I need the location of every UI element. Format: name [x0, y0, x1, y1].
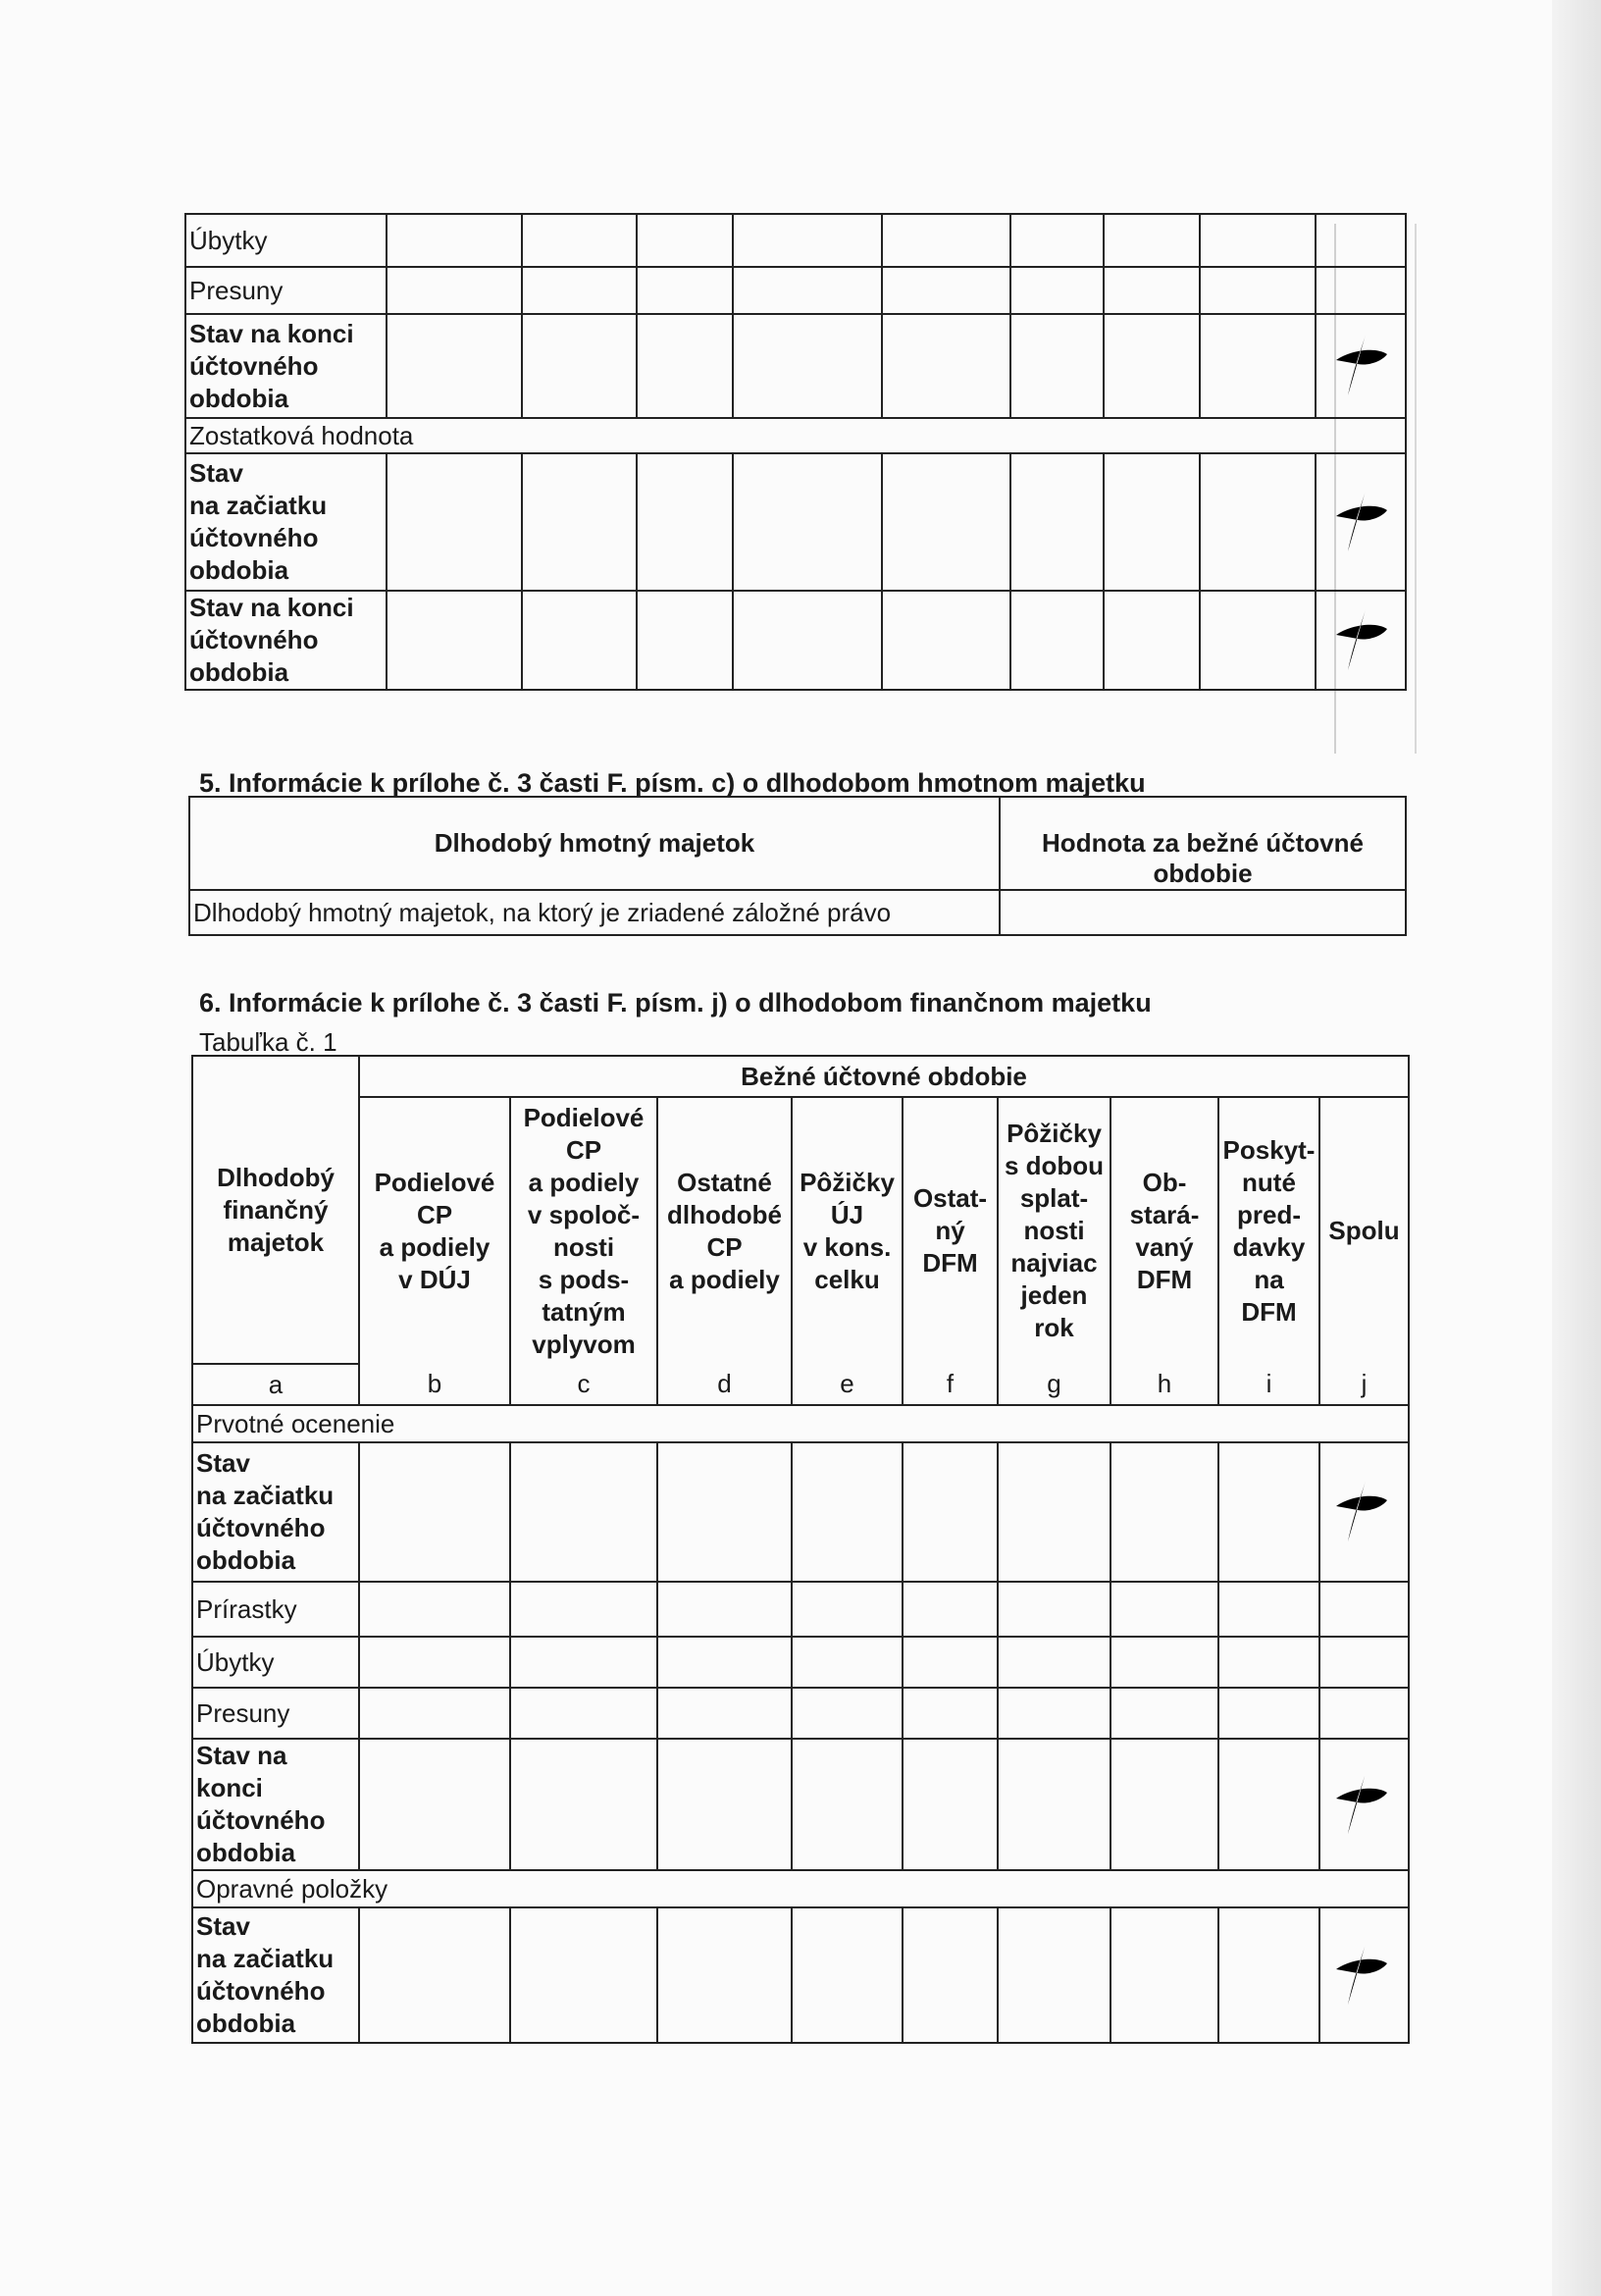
section6-cell [1110, 1688, 1218, 1739]
table-top-cell [637, 267, 733, 314]
section6-cell [998, 1582, 1110, 1637]
table-top-cell [1104, 591, 1200, 690]
section6-heading: 6. Informácie k prílohe č. 3 časti F. písm. j) o dlhodobom finančnom majetku [199, 988, 1152, 1018]
table-top-cell [387, 214, 522, 267]
table-top-cell [387, 267, 522, 314]
section6-period-header: Bežné účtovné obdobie [359, 1056, 1409, 1097]
signature-mark [1332, 1940, 1391, 2010]
table-top-cell [1010, 267, 1104, 314]
section6-cell [1319, 1688, 1409, 1739]
section6-cell [998, 1637, 1110, 1688]
table-top-cell [1200, 591, 1316, 690]
section6-cell [1218, 1688, 1319, 1739]
section6-cell [1110, 1442, 1218, 1582]
table-top-cell [1316, 267, 1406, 314]
table-top-cell [733, 267, 882, 314]
table-top-cell [1200, 267, 1316, 314]
table-top-row-label: Úbytky [185, 214, 387, 267]
section6-col-letter-h: h [1110, 1364, 1218, 1405]
page-edge-shadow [1552, 0, 1601, 2296]
section6-cell [1319, 1442, 1409, 1582]
section6-col-header-j: Spolu [1319, 1097, 1409, 1364]
table-top-cell [1010, 214, 1104, 267]
section6-cell [1319, 1739, 1409, 1870]
table-top-cell [387, 453, 522, 591]
table-top-cell [637, 591, 733, 690]
signature-mark [1332, 487, 1391, 557]
table-top-cell [637, 214, 733, 267]
section6-row-label: Úbytky [192, 1637, 359, 1688]
section6-col-header-f: Ostat- ný DFM [903, 1097, 998, 1364]
section6-cell [510, 1688, 657, 1739]
section6-row-label: Opravné položky [192, 1870, 1409, 1907]
section6-cell [903, 1907, 998, 2043]
section6-cell [359, 1907, 510, 2043]
section6-cell [359, 1442, 510, 1582]
section5-heading: 5. Informácie k prílohe č. 3 časti F. písm. c) o dlhodobom hmotnom majetku [199, 768, 1146, 798]
section6-col-header-e: Pôžičky ÚJ v kons. celku [792, 1097, 903, 1364]
table-top-cell [733, 214, 882, 267]
table-top-cell [882, 214, 1010, 267]
section6-cell [657, 1582, 792, 1637]
section6-cell [903, 1582, 998, 1637]
section6-cell [1218, 1739, 1319, 1870]
section6-cell [1319, 1907, 1409, 2043]
table-top-cell [1200, 453, 1316, 591]
signature-mark [1332, 1477, 1391, 1547]
table-top-row-label: Presuny [185, 267, 387, 314]
section6-col-letter-j: j [1319, 1364, 1409, 1405]
section6-col-letter-e: e [792, 1364, 903, 1405]
table-top-cell [522, 314, 637, 418]
section6-cell [510, 1582, 657, 1637]
section6-cell [359, 1688, 510, 1739]
section6-cell [657, 1442, 792, 1582]
section6-col-header-h: Ob- stará- vaný DFM [1110, 1097, 1218, 1364]
section6-row-label: Stav na konci účtovného obdobia [192, 1739, 359, 1870]
table-top-cell [522, 214, 637, 267]
section6-cell [792, 1442, 903, 1582]
section5-row-label: Dlhodobý hmotný majetok, na ktorý je zriadené záložné právo [189, 890, 1000, 935]
section6-row-label: Presuny [192, 1688, 359, 1739]
section6-cell [998, 1442, 1110, 1582]
section6-cell [657, 1907, 792, 2043]
section6-cell [510, 1637, 657, 1688]
table-top-cell [882, 314, 1010, 418]
section6-cell [1319, 1582, 1409, 1637]
section6-row-label: Stav na začiatku účtovného obdobia [192, 1442, 359, 1582]
table-top-cell [1316, 453, 1406, 591]
section6-row-label: Stav na začiatku účtovného obdobia [192, 1907, 359, 2043]
table-top-cell [882, 267, 1010, 314]
table-top-cell [1200, 214, 1316, 267]
section6-cell [1110, 1582, 1218, 1637]
section6-row-label: Prírastky [192, 1582, 359, 1637]
table-top-cell [637, 314, 733, 418]
section6-cell [903, 1739, 998, 1870]
section6-cell [359, 1582, 510, 1637]
section6-cell [903, 1442, 998, 1582]
section6-col-header-d: Ostatné dlhodobé CP a podiely [657, 1097, 792, 1364]
table-top-cell [733, 314, 882, 418]
section6-cell [1218, 1637, 1319, 1688]
table-top-cell [1010, 314, 1104, 418]
section6-cell [792, 1637, 903, 1688]
table-top-cell [1104, 267, 1200, 314]
table-top-cell [522, 591, 637, 690]
table-section5 [188, 796, 1407, 936]
table-top-cell [522, 267, 637, 314]
section6-cell [1319, 1637, 1409, 1688]
table-top-cell [637, 453, 733, 591]
section5-col1-header: Dlhodobý hmotný majetok [189, 797, 1000, 890]
table-top-row-label: Zostatková hodnota [185, 418, 1406, 453]
section6-col-header-c: Podielové CP a podiely v spoloč- nosti s pods- tatným vplyvom [510, 1097, 657, 1364]
table-top-cell [1316, 591, 1406, 690]
section6-cell [510, 1442, 657, 1582]
section6-cell [792, 1739, 903, 1870]
section6-cell [998, 1688, 1110, 1739]
section6-cell [657, 1688, 792, 1739]
table-label: Tabuľka č. 1 [199, 1027, 337, 1057]
section6-cell [998, 1739, 1110, 1870]
table-top-cell [1104, 314, 1200, 418]
section6-cell [792, 1688, 903, 1739]
section6-cell [359, 1637, 510, 1688]
section6-col-letter-i: i [1218, 1364, 1319, 1405]
signature-mark [1332, 1769, 1391, 1840]
section6-row-label: Prvotné ocenenie [192, 1405, 1409, 1442]
table-top-cell [1104, 214, 1200, 267]
section5-row-value [1000, 890, 1406, 935]
table-top-row-label: Stav na začiatku účtovného obdobia [185, 453, 387, 591]
section5-col2-header: Hodnota za bežné účtovné obdobie [1000, 797, 1406, 890]
table-top-cell [1316, 314, 1406, 418]
signature-mark [1332, 605, 1391, 676]
section6-col-letter-a: a [192, 1364, 359, 1405]
section6-cell [903, 1688, 998, 1739]
section6-cell [1110, 1739, 1218, 1870]
section6-cell [657, 1739, 792, 1870]
section6-cell [657, 1637, 792, 1688]
section6-col-header-b: Podielové CP a podiely v DÚJ [359, 1097, 510, 1364]
section6-col-letter-c: c [510, 1364, 657, 1405]
section6-cell [1110, 1637, 1218, 1688]
section6-cell [510, 1739, 657, 1870]
section6-cell [1110, 1907, 1218, 2043]
section6-col-letter-d: d [657, 1364, 792, 1405]
section6-row-header: Dlhodobý finančný majetok [192, 1056, 359, 1364]
table-top-cell [1316, 214, 1406, 267]
section6-cell [359, 1739, 510, 1870]
table-top-cell [1010, 591, 1104, 690]
section6-col-letter-g: g [998, 1364, 1110, 1405]
section6-cell [998, 1907, 1110, 2043]
section6-col-letter-b: b [359, 1364, 510, 1405]
table-top-cell [733, 453, 882, 591]
table-top-row-label: Stav na konci účtovného obdobia [185, 314, 387, 418]
table-top-cell [387, 591, 522, 690]
section6-col-letter-f: f [903, 1364, 998, 1405]
section6-cell [903, 1637, 998, 1688]
table-top-cell [1200, 314, 1316, 418]
table-top-cell [882, 591, 1010, 690]
section6-col-header-g: Pôžičky s dobou splat- nosti najviac jeden rok [998, 1097, 1110, 1364]
table-top-row-label: Stav na konci účtovného obdobia [185, 591, 387, 690]
table-top-cell [1010, 453, 1104, 591]
signature-mark [1332, 331, 1391, 401]
table-top-cell [733, 591, 882, 690]
section6-cell [510, 1907, 657, 2043]
table-top-cell [387, 314, 522, 418]
table-continuation [184, 213, 1407, 691]
section6-cell [792, 1907, 903, 2043]
section6-cell [1218, 1907, 1319, 2043]
section6-cell [1218, 1582, 1319, 1637]
table-top-cell [882, 453, 1010, 591]
section6-col-header-i: Poskyt- nuté pred- davky na DFM [1218, 1097, 1319, 1364]
table-top-cell [1104, 453, 1200, 591]
table-section6 [191, 1055, 1410, 2044]
section6-cell [792, 1582, 903, 1637]
table-top-cell [522, 453, 637, 591]
section6-cell [1218, 1442, 1319, 1582]
